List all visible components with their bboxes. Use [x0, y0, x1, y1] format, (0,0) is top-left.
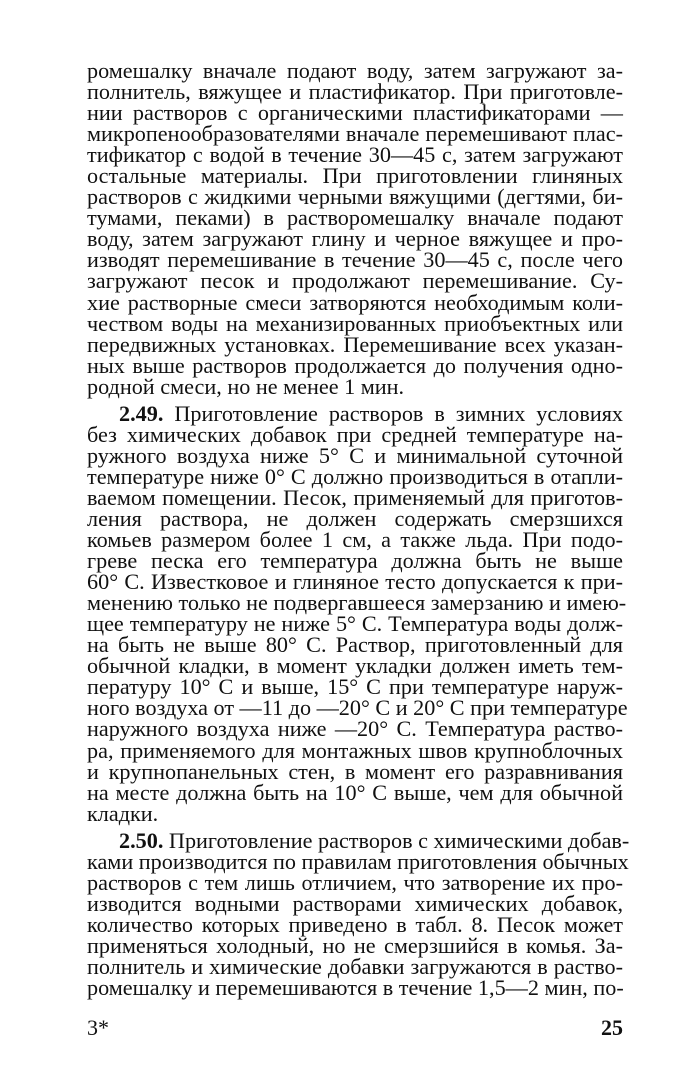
- page-number: 25: [601, 1015, 623, 1040]
- clause-first-line: Приготовление растворов в зимних условиях: [174, 400, 623, 426]
- text-line: 60° С. Известковое и глиняное тесто допускается к при-: [87, 569, 623, 595]
- clause-number: 2.50.: [119, 827, 164, 853]
- text-line: без химических добавок при средней температуре на-: [87, 421, 623, 447]
- text-line: полнитель, вяжущее и пластификатор. При приготовле-: [87, 79, 623, 105]
- text-line: передвижных установках. Перемешивание всех указан-: [87, 331, 623, 357]
- text-line: ромешалку вначале подают воду, затем загружают за-: [87, 58, 623, 83]
- text-line: нии растворов с органическими пластификаторами —: [87, 100, 623, 126]
- paragraph-2-50: [87, 827, 630, 1001]
- text-line: ных выше растворов продолжается до получения одно-: [87, 352, 623, 378]
- text-line: комьев размером более 1 см, а также льда. При подо-: [87, 527, 623, 553]
- text-line: на месте должна быть на 10° С выше, чем для обычной: [87, 779, 623, 805]
- text-line: ра, применяемого для монтажных швов крупноблочных: [87, 737, 623, 763]
- text-line: тификатор с водой в течение 30—45 с, затем загружают: [87, 142, 623, 168]
- text-line: менению только не подвергавшееся замерзанию и имею-: [87, 590, 627, 616]
- text-line: загружают песок и продолжают перемешивание. Су-: [87, 268, 623, 294]
- text-line: кладки.: [87, 800, 159, 826]
- text-line: воду, затем загружают глину и черное вяжущее и про-: [87, 226, 623, 252]
- text-line: температуре ниже 0° С должно производиться в отапли-: [87, 463, 623, 489]
- text-line: ружного воздуха ниже 5° С и минимальной суточной: [87, 442, 623, 468]
- text-line: обычной кладки, в момент укладки должен иметь тем-: [87, 653, 623, 679]
- paragraph-continuation: [87, 60, 623, 397]
- text-line: ного воздуха от —11 до —20° С и 20° С при температуре: [87, 695, 628, 721]
- text-line: чеством воды на механизированных приобъектных или: [87, 310, 623, 336]
- page-text: [87, 58, 630, 1001]
- text-line: применяться холодный, но не смерзшийся в комья. За-: [87, 932, 623, 958]
- text-line: ромешалку и перемешиваются в течение 1,5—2 мин, по-: [87, 975, 624, 1001]
- text-line: наружного воздуха ниже —20° С. Температура раство-: [87, 716, 623, 742]
- text-line: щее температуру не ниже 5° С. Температура воды долж-: [87, 611, 623, 637]
- text-line: растворов с жидкими черными вяжущими (дегтями, би-: [87, 184, 623, 210]
- clause-first-line: Приготовление растворов с химическими добав-: [168, 827, 630, 853]
- text-line: изводят перемешивание в течение 30—45 с, после чего: [87, 247, 623, 273]
- clause-number: 2.49.: [119, 400, 164, 426]
- text-line: родной смеси, но не менее 1 мин.: [87, 373, 405, 399]
- signature-mark: 3*: [87, 1015, 109, 1040]
- text-line: микропенообразователями вначале перемешивают плас-: [87, 121, 623, 147]
- text-line: ками производится по правилам приготовления обычных: [87, 848, 629, 874]
- text-line: остальные материалы. При приготовлении глиняных: [87, 163, 623, 189]
- text-line: ления раствора, не должен содержать смерзшихся: [87, 505, 623, 531]
- text-line: греве песка его температура должна быть не выше: [87, 548, 623, 574]
- text-line: растворов с тем лишь отличием, что затворение их про-: [87, 869, 623, 895]
- text-line: на быть не выше 80° С. Раствор, приготовленный для: [87, 632, 623, 658]
- paragraph-2-49: [87, 400, 628, 826]
- text-line: пературу 10° С и выше, 15° С при температуре наруж-: [87, 674, 623, 700]
- text-line: тумами, пеками) в растворомешалку вначале подают: [87, 205, 623, 231]
- text-line: хие растворные смеси затворяются необходимым коли-: [87, 289, 623, 315]
- text-line: количество которых приведено в табл. 8. Песок может: [87, 911, 623, 937]
- text-line: [87, 400, 623, 426]
- text-line: и крупнопанельных стен, в момент его разравнивания: [87, 758, 623, 784]
- text-line: изводится водными растворами химических добавок,: [87, 890, 623, 916]
- text-line: полнитель и химические добавки загружаются в раство-: [87, 953, 623, 979]
- page-footer: [87, 1015, 623, 1039]
- text-line: ваемом помещении. Песок, применяемый для приготов-: [87, 484, 623, 510]
- text-line: [87, 827, 630, 853]
